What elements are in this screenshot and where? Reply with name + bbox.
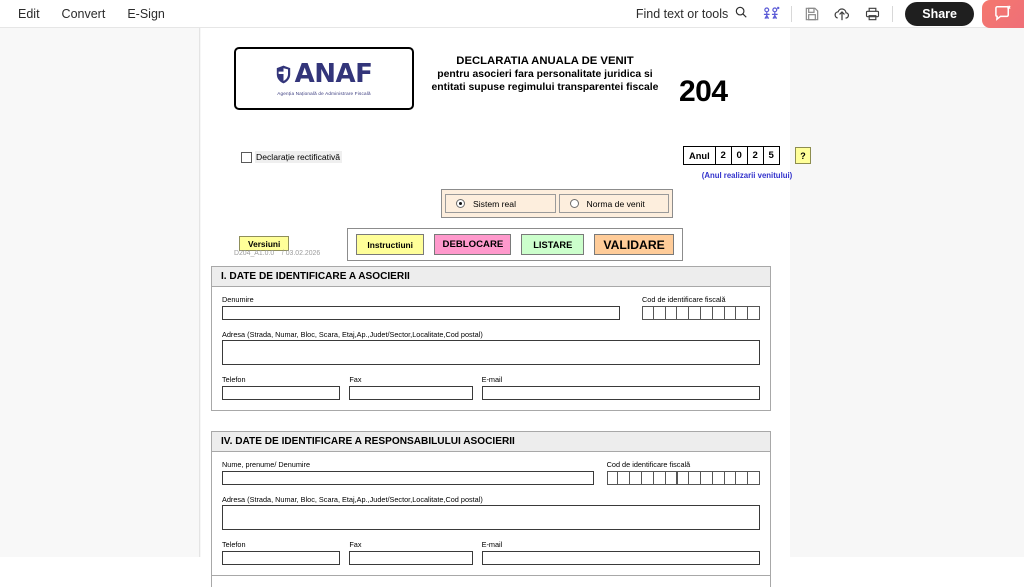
cif-cell[interactable] — [713, 306, 725, 320]
cif-cell[interactable] — [736, 471, 748, 485]
share-button[interactable]: Share — [905, 2, 974, 26]
cif-cell[interactable] — [701, 306, 713, 320]
esign-menu[interactable]: E-Sign — [127, 6, 165, 21]
adresa-input-section-1[interactable] — [222, 340, 760, 365]
anaf-logo-box — [234, 47, 414, 110]
cif-cell[interactable] — [677, 306, 689, 320]
year-digit-1[interactable]: 2 — [715, 147, 731, 164]
section-1-heading: I. DATE DE IDENTIFICARE A ASOCIERII — [212, 267, 770, 287]
cif-cell[interactable] — [725, 306, 737, 320]
cif-cell[interactable] — [630, 471, 642, 485]
email-input-section-4[interactable] — [482, 551, 760, 565]
nume-prenume-input[interactable] — [222, 471, 594, 485]
radio-label-sistem-real: Sistem real — [473, 198, 516, 209]
year-digit-4[interactable]: 5 — [763, 147, 779, 164]
cif-input-section-1[interactable] — [642, 306, 760, 320]
fax-input-section-1[interactable] — [349, 386, 472, 400]
cif-cell[interactable] — [689, 471, 701, 485]
year-label: Anul — [689, 150, 710, 161]
form-title-line2: pentru asocieri fara personalitate juridica si entitati supuse regimului transparentei fiscale — [431, 69, 659, 94]
fax-input-section-4[interactable] — [349, 551, 472, 565]
listare-button[interactable]: LISTARE — [521, 234, 584, 255]
save-icon[interactable] — [797, 1, 827, 27]
denumire-label: Denumire — [222, 295, 254, 304]
shield-icon — [276, 65, 291, 84]
year-digit-3[interactable]: 2 — [747, 147, 763, 164]
radio-label-norma-de-venit: Norma de venit — [586, 198, 645, 209]
cif-cell[interactable] — [689, 306, 701, 320]
next-section-top-edge — [211, 575, 771, 587]
year-field[interactable] — [683, 146, 780, 165]
find-text-or-tools-button[interactable] — [628, 2, 756, 25]
app-toolbar — [0, 0, 1024, 28]
cif-cell[interactable] — [725, 471, 737, 485]
versiuni-button[interactable]: Versiuni — [239, 236, 289, 251]
ai-assistant-icon[interactable] — [982, 0, 1024, 28]
toolbar-divider — [791, 6, 792, 22]
search-icon — [734, 5, 748, 22]
radio-norma-de-venit[interactable] — [559, 194, 670, 213]
anaf-logo-subtitle: Agenția Națională de Administrare Fiscală — [277, 91, 371, 96]
taxation-regime-group — [441, 189, 673, 218]
print-icon[interactable] — [857, 1, 887, 27]
toolbar-menu-group — [8, 3, 175, 25]
denumire-input[interactable] — [222, 306, 620, 320]
cif-cell[interactable] — [654, 471, 666, 485]
fax-label-section-1: Fax — [349, 375, 362, 384]
find-label: Find text or tools — [635, 6, 729, 21]
version-info: D204_A1.0.0 / 03.02.2026 — [234, 250, 321, 257]
adresa-label-section-1: Adresa (Strada, Numar, Bloc, Scara, Etaj,Ap.,Judet/Sector,Localitate,Cod postal) — [222, 329, 483, 339]
toolbar-divider-2 — [892, 6, 893, 22]
year-digit-2[interactable]: 0 — [731, 147, 747, 164]
pdf-page — [201, 28, 806, 557]
toolbar-actions-group — [628, 0, 1024, 28]
telefon-input-section-4[interactable] — [222, 551, 340, 565]
cif-cell[interactable] — [748, 471, 760, 485]
telefon-label-section-1: Telefon — [222, 375, 246, 384]
section-date-identificare-asocierii — [211, 266, 771, 411]
section-4-heading: IV. DATE DE IDENTIFICARE A RESPONSABILULUI ASOCIERII — [212, 432, 770, 452]
email-label-section-1: E-mail — [481, 375, 503, 384]
cif-cell[interactable] — [642, 471, 654, 485]
deblocare-button[interactable]: DEBLOCARE — [434, 234, 511, 255]
convert-menu[interactable]: Convert — [61, 6, 106, 21]
radio-indicator-norma-de-venit[interactable] — [570, 199, 579, 208]
year-note: (Anul realizarii venitului) — [701, 171, 793, 180]
section-date-identificare-responsabil — [211, 431, 771, 576]
rectificative-declaration-row[interactable] — [241, 151, 342, 163]
cif-cell[interactable] — [607, 471, 619, 485]
cif-cell[interactable] — [666, 306, 678, 320]
pdf-viewer — [0, 28, 1024, 557]
form-actions-toolbar — [347, 228, 683, 261]
rectificative-label: Declarație rectificativă — [256, 152, 341, 162]
adresa-input-section-4[interactable] — [222, 505, 760, 530]
year-help-button[interactable]: ? — [795, 147, 811, 164]
right-rail — [790, 28, 1024, 557]
left-rail — [0, 28, 200, 557]
accessibility-scan-icon[interactable] — [756, 1, 786, 27]
anaf-logo-text: ANAF — [294, 59, 373, 89]
form-number: 204 — [679, 75, 728, 108]
email-label-section-4: E-mail — [481, 540, 503, 549]
cloud-upload-icon[interactable] — [827, 1, 857, 27]
telefon-input-section-1[interactable] — [222, 386, 340, 400]
fax-label-section-4: Fax — [349, 540, 362, 549]
cif-cell[interactable] — [736, 306, 748, 320]
instructiuni-button[interactable]: Instructiuni — [356, 234, 424, 255]
cif-cell[interactable] — [713, 471, 725, 485]
cif-input-section-4[interactable] — [607, 471, 760, 485]
nume-prenume-label: Nume, prenume/ Denumire — [222, 460, 311, 469]
email-input-section-1[interactable] — [482, 386, 760, 400]
cif-cell[interactable] — [666, 471, 678, 485]
cif-label-section-4: Cod de identificare fiscală — [606, 460, 691, 469]
cif-label-section-1: Cod de identificare fiscală — [642, 295, 726, 304]
form-title-line1: DECLARATIA ANUALA DE VENIT — [456, 55, 634, 67]
adresa-label-section-4: Adresa (Strada, Numar, Bloc, Scara, Etaj,Ap.,Judet/Sector,Localitate,Cod postal) — [222, 494, 483, 504]
cif-cell[interactable] — [701, 471, 713, 485]
telefon-label-section-4: Telefon — [222, 540, 246, 549]
radio-indicator-sistem-real[interactable] — [456, 199, 465, 208]
form-title — [419, 54, 671, 94]
cif-cell[interactable] — [642, 306, 654, 320]
radio-sistem-real[interactable] — [445, 194, 556, 213]
edit-menu[interactable]: Edit — [18, 6, 40, 21]
cif-cell[interactable] — [654, 306, 666, 320]
cif-cell[interactable] — [618, 471, 630, 485]
validare-button[interactable]: VALIDARE — [594, 234, 674, 255]
cif-cell[interactable] — [748, 306, 760, 320]
cif-cell[interactable] — [677, 471, 689, 485]
rectificative-checkbox[interactable] — [241, 152, 252, 163]
